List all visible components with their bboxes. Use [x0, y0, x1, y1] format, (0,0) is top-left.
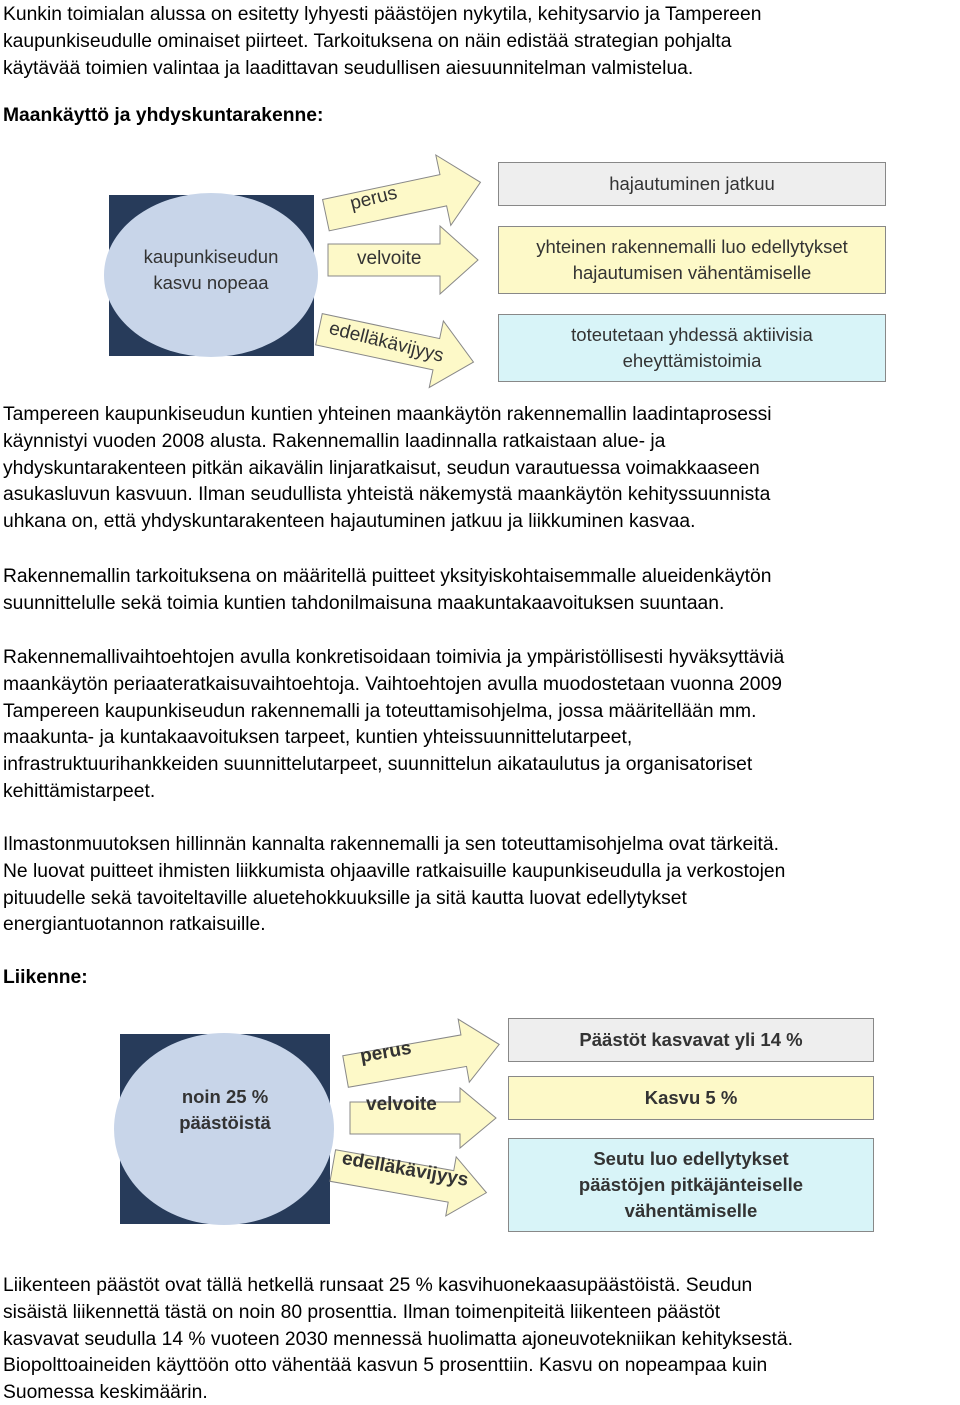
diagram-maankaytto — [0, 150, 960, 390]
arrow2-label-perus: perus — [358, 1037, 414, 1068]
arrow-label-edellakavijyys: edelläkävijyys — [326, 318, 446, 367]
circle-text: kaupunkiseudun kasvu nopeaa — [143, 246, 279, 293]
outcome2-box-1: Päästöt kasvavat yli 14 % — [508, 1018, 874, 1062]
section-heading-liikenne: Liikenne: — [3, 967, 88, 988]
diagram-liikenne — [0, 1010, 960, 1240]
arrow-label-velvoite: velvoite — [357, 248, 422, 269]
section-heading-maankaytto: Maankäyttö ja yhdyskuntarakenne: — [3, 105, 324, 126]
intro-paragraph: Kunkin toimialan alussa on esitetty lyhyesti päästöjen nykytila, kehitysarvio ja Tampereen kaupunkiseudulle ominaiset piirteet. Tarkoituksena on näin edistää strategian pohjalta käytävää toimien valintaa ja laadittavan seudullisen aiesuunnitelman valmistelua. — [3, 4, 762, 79]
paragraph-rakennemalli-3: Rakennemallivaihtoehtojen avulla konkretisoidaan toimivia ja ympäristöllisesti hyväksyttäviä maankäytön periaateratkaisuvaihtoehtoja. Vaihtoehtojen avulla muodostetaan vuonna 2009 Tampereen kaupunkiseudun rakennemalli ja toteuttamisohjelma, jossa määritellään mm. maakunta- ja kuntakaavoituksen tarpeet, kuntien yhteissuunnittelutarpeet, infrastruktuurihankkeiden suunnittelutarpeet, suunnittelun aikataulutus ja organisatoriset kehittämistarpeet. — [3, 647, 785, 802]
paragraph-rakennemalli-4: Ilmastonmuutoksen hillinnän kannalta rakennemalli ja sen toteuttamisohjelma ovat tärkeitä. Ne luovat puitteet ihmisten liikkumista ohjaaville ratkaisuille kaupunkiseudulla ja verkostojen pituudelle sekä tavoiteltaville aluetehokkuuksille ja sitä kautta luovat edellytykset energiantuotannon ratkaisuille. — [3, 834, 786, 936]
outcome-box-1: hajautuminen jatkuu — [498, 162, 886, 206]
paragraph-rakennemalli-1: Tampereen kaupunkiseudun kuntien yhteinen maankäytön rakennemallin laadintaprosessi käynnistyi vuoden 2008 alusta. Rakennemallin laadinnalla ratkaistaan alue- ja yhdyskuntarakenteen pitkän aikavälin linjaratkaisut, seudun varautuessa voimakkaaseen asukasluvun kasvuun. Ilman seudullista yhteistä näkemystä maankäytön kehityssuunnista uhkana on, että yhdyskuntarakenteen hajautuminen jatkuu ja liikkuminen kasvaa. — [3, 404, 772, 533]
outcome-box-3: toteutetaan yhdessä aktiivisia eheyttämistoimia — [498, 314, 886, 382]
arrow2-label-velvoite: velvoite — [366, 1094, 437, 1115]
paragraph-rakennemalli-2: Rakennemallin tarkoituksena on määritellä puitteet yksityiskohtaisemmalle alueidenkäytön suunnittelulle sekä toimia kuntien tahdonilmaisuna maakuntakaavoituksen suuntaan. — [3, 566, 772, 614]
outcome-box-2: yhteinen rakennemalli luo edellytykset hajautumisen vähentämiselle — [498, 226, 886, 294]
paragraph-liikenne: Liikenteen päästöt ovat tällä hetkellä runsaat 25 % kasvihuonekaasupäästöistä. Seudun sisäistä liikennettä tästä on noin 80 prosenttia. Ilman toimenpiteitä liikenteen päästöt kasvavat seudulla 14 % vuoteen 2030 mennessä huolimatta ajoneuvotekniikan kehityksestä. Biopolttoaineiden käyttöön otto vähentää kasvun 5 prosenttiin. Kasvu on nopeampaa kuin Suomessa keskimäärin. — [3, 1275, 793, 1404]
outcome2-box-3: Seutu luo edellytykset päästöjen pitkäjänteiselle vähentämiselle — [508, 1138, 874, 1232]
outcome2-box-2: Kasvu 5 % — [508, 1076, 874, 1120]
circle2-text: noin 25 % päästöistä — [179, 1086, 271, 1133]
arrow2-label-edellakavijyys: edelläkävijyys — [340, 1148, 470, 1191]
arrow-perus — [318, 150, 488, 250]
arrow-label-perus: perus — [348, 182, 400, 215]
